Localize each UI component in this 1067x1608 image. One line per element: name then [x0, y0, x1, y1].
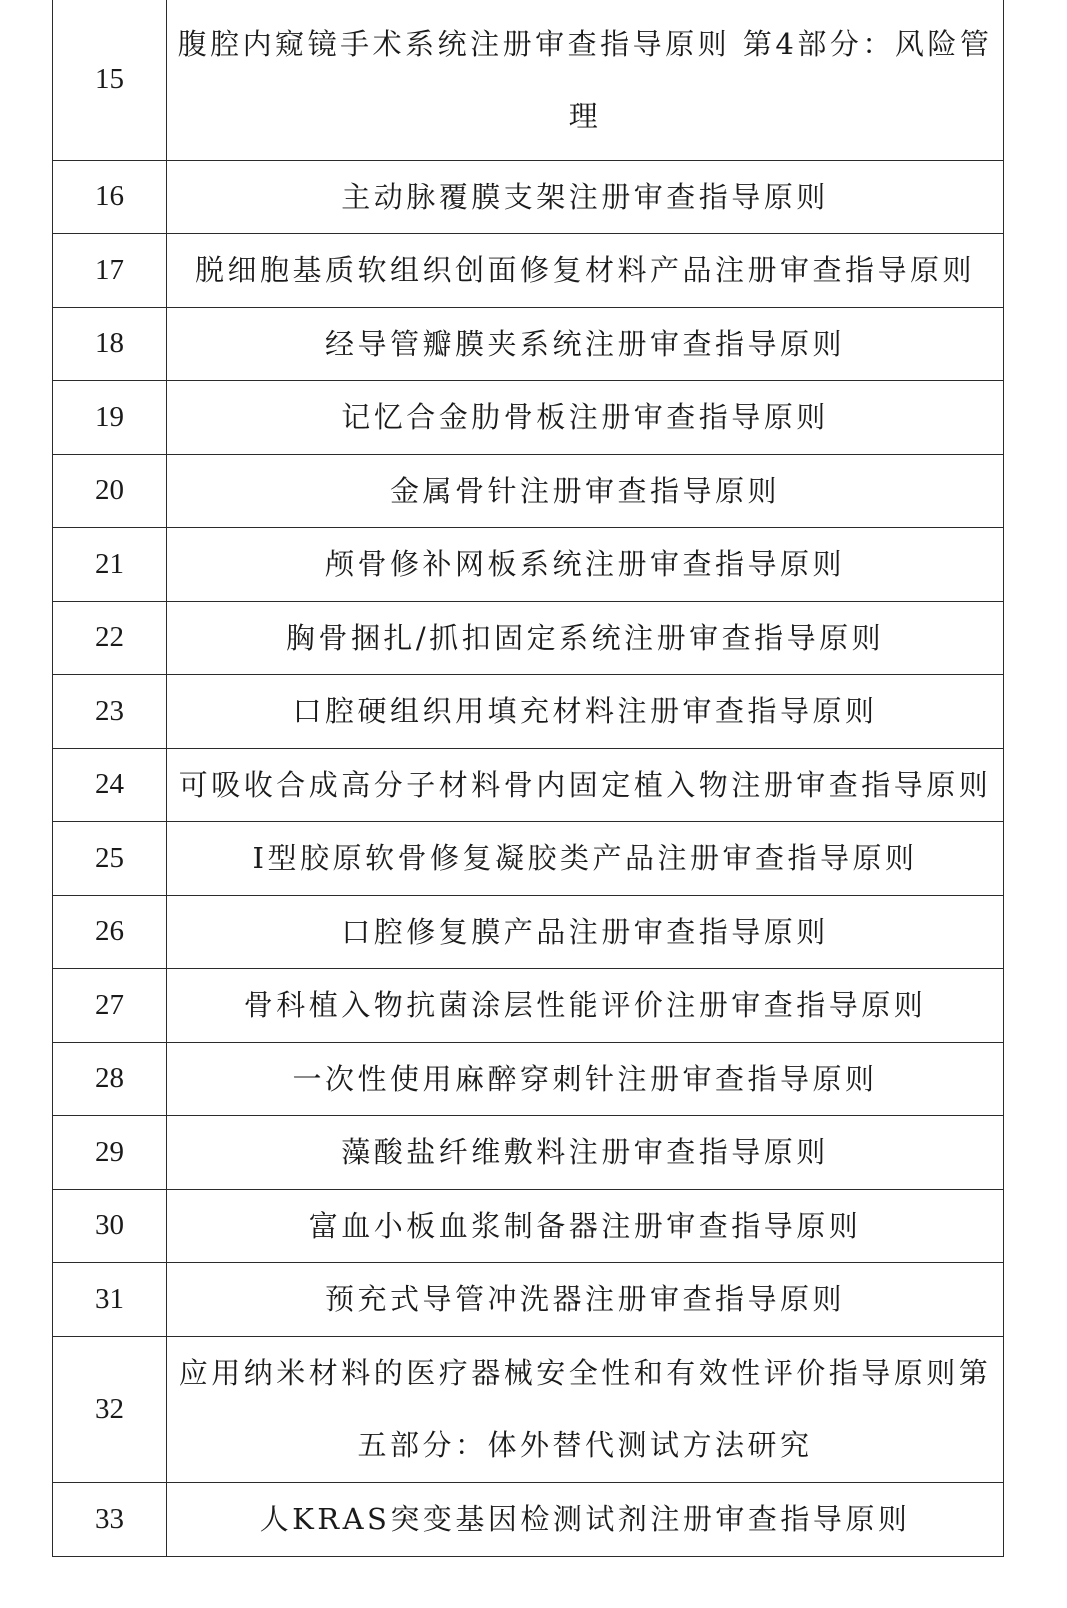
- guideline-title: 颅骨修补网板系统注册审查指导原则: [167, 528, 1004, 602]
- row-number: 17: [53, 234, 167, 308]
- row-number: 28: [53, 1042, 167, 1116]
- table-row: [53, 1263, 1004, 1337]
- guideline-title: 口腔硬组织用填充材料注册审查指导原则: [167, 675, 1004, 749]
- guideline-title: 金属骨针注册审查指导原则: [167, 454, 1004, 528]
- table-row: [53, 675, 1004, 749]
- row-number: 15: [53, 0, 167, 160]
- table-row: [53, 234, 1004, 308]
- row-number: 18: [53, 307, 167, 381]
- guideline-title: 经导管瓣膜夹系统注册审查指导原则: [167, 307, 1004, 381]
- row-number: 30: [53, 1189, 167, 1263]
- row-number: 29: [53, 1116, 167, 1190]
- table-row: [53, 1482, 1004, 1556]
- guideline-title: 应用纳米材料的医疗器械安全性和有效性评价指导原则第五部分：体外替代测试方法研究: [167, 1336, 1004, 1482]
- row-number: 20: [53, 454, 167, 528]
- guideline-title: 一次性使用麻醉穿刺针注册审查指导原则: [167, 1042, 1004, 1116]
- row-number: 33: [53, 1482, 167, 1556]
- row-number: 27: [53, 969, 167, 1043]
- row-number: 21: [53, 528, 167, 602]
- table-row: [53, 1042, 1004, 1116]
- guideline-title: 主动脉覆膜支架注册审查指导原则: [167, 160, 1004, 234]
- table-row: [53, 0, 1004, 160]
- row-number: 31: [53, 1263, 167, 1337]
- table-row: [53, 601, 1004, 675]
- guideline-title: 预充式导管冲洗器注册审查指导原则: [167, 1263, 1004, 1337]
- table-row: [53, 454, 1004, 528]
- table-row: [53, 822, 1004, 896]
- guideline-title: 骨科植入物抗菌涂层性能评价注册审查指导原则: [167, 969, 1004, 1043]
- row-number: 19: [53, 381, 167, 455]
- table-row: [53, 160, 1004, 234]
- guideline-title: I型胶原软骨修复凝胶类产品注册审查指导原则: [167, 822, 1004, 896]
- table-row: [53, 1336, 1004, 1482]
- guideline-table: [52, 0, 1004, 1557]
- table-row: [53, 528, 1004, 602]
- table-row: [53, 381, 1004, 455]
- guideline-title: 腹腔内窥镜手术系统注册审查指导原则 第4部分：风险管理: [167, 0, 1004, 160]
- table-row: [53, 969, 1004, 1043]
- guideline-title: 藻酸盐纤维敷料注册审查指导原则: [167, 1116, 1004, 1190]
- row-number: 32: [53, 1336, 167, 1482]
- table-row: [53, 307, 1004, 381]
- guideline-title: 记忆合金肋骨板注册审查指导原则: [167, 381, 1004, 455]
- row-number: 23: [53, 675, 167, 749]
- guideline-title: 脱细胞基质软组织创面修复材料产品注册审查指导原则: [167, 234, 1004, 308]
- row-number: 22: [53, 601, 167, 675]
- guideline-title: 富血小板血浆制备器注册审查指导原则: [167, 1189, 1004, 1263]
- table-row: [53, 895, 1004, 969]
- row-number: 16: [53, 160, 167, 234]
- guideline-title: 人KRAS突变基因检测试剂注册审查指导原则: [167, 1482, 1004, 1556]
- guideline-title: 可吸收合成高分子材料骨内固定植入物注册审查指导原则: [167, 748, 1004, 822]
- table-row: [53, 1116, 1004, 1190]
- guideline-title: 胸骨捆扎/抓扣固定系统注册审查指导原则: [167, 601, 1004, 675]
- table-row: [53, 748, 1004, 822]
- row-number: 25: [53, 822, 167, 896]
- table-row: [53, 1189, 1004, 1263]
- row-number: 24: [53, 748, 167, 822]
- guideline-title: 口腔修复膜产品注册审查指导原则: [167, 895, 1004, 969]
- row-number: 26: [53, 895, 167, 969]
